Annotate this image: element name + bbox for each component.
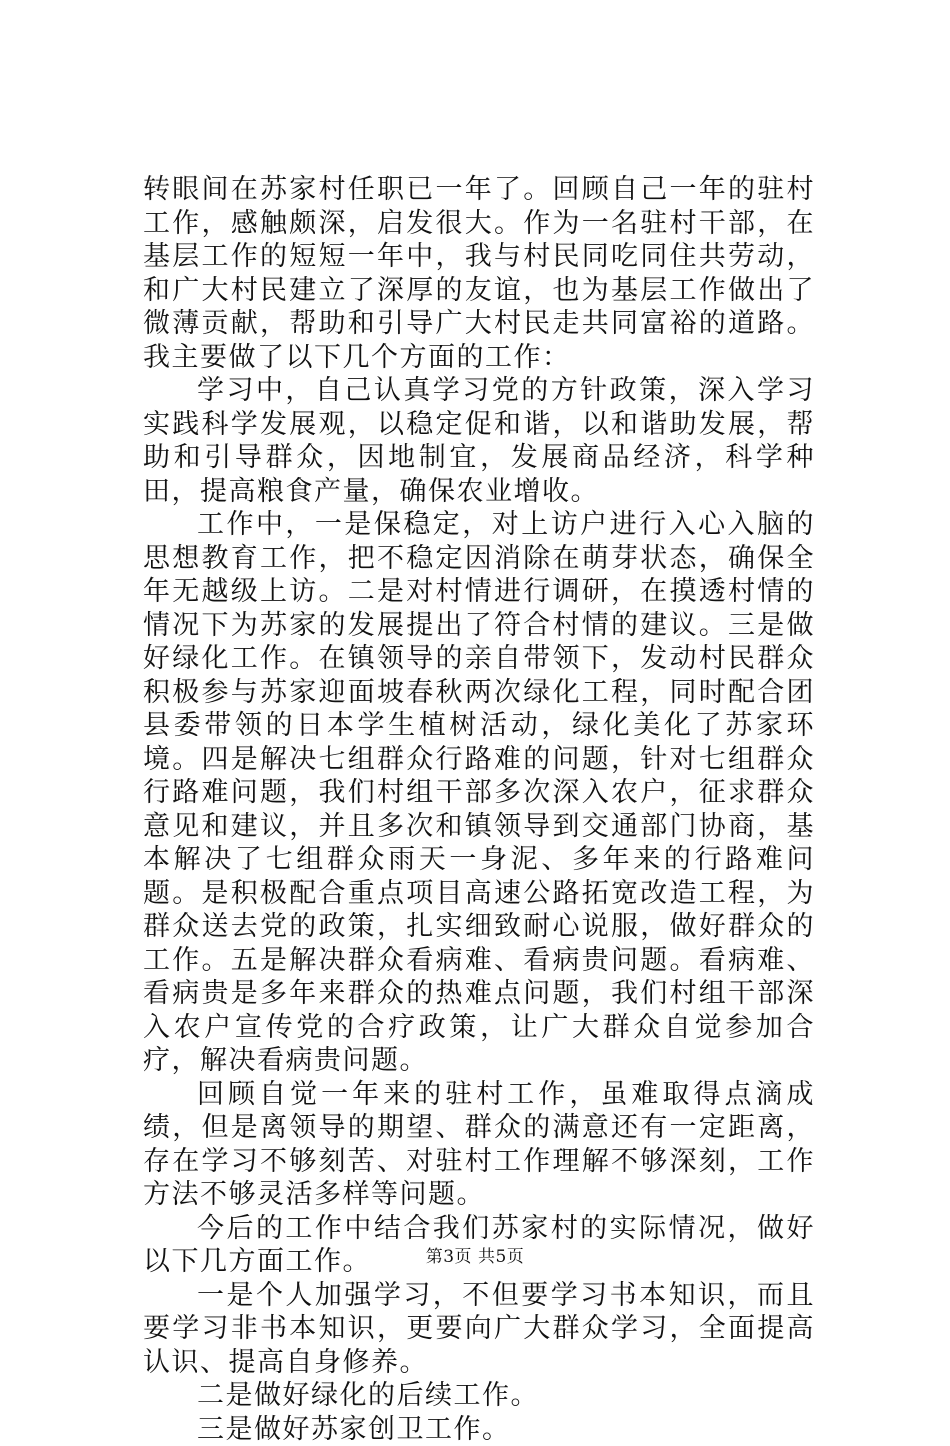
paragraph-intro: 转眼间在苏家村任职已一年了。回顾自己一年的驻村工作，感触颇深，启发很大。作为一名驻村干部，在基层工作的短短一年中，我与村民同吃同住共劳动，和广大村民建立了深厚的友谊，也为基层工作做出了微薄贡献，帮助和引导广大村民走共同富裕的道路。我主要做了以下几个方面的工作： <box>143 173 815 374</box>
paragraph-work: 工作中，一是保稳定，对上访户进行入心入脑的思想教育工作，把不稳定因消除在萌芽状态，确保全年无越级上访。二是对村情进行调研，在摸透村情的情况下为苏家的发展提出了符合村情的建议。三是做好绿化工作。在镇领导的亲自带领下，发动村民群众积极参与苏家迎面坡春秋两次绿化工程，同时配合团县委带领的日本学生植树活动，绿化美化了苏家环境。四是解决七组群众行路难的问题，针对七组群众行路难问题，我们村组干部多次深入农户，征求群众意见和建议，并且多次和镇领导到交通部门协商，基本解决了七组群众雨天一身泥、多年来的行路难问题。是积极配合重点项目高速公路拓宽改造工程，为群众送去党的政策，扎实细致耐心说服，做好群众的工作。五是解决群众看病难、看病贵问题。看病难、看病贵是多年来群众的热难点问题，我们村组干部深入农户宣传党的合疗政策，让广大群众自觉参加合疗，解决看病贵问题。 <box>143 508 815 1078</box>
paragraph-plan-three: 三是做好苏家创卫工作。 <box>143 1413 815 1446</box>
page-number-footer: 第3页 共5页 <box>0 1242 950 1267</box>
paragraph-study: 学习中，自己认真学习党的方针政策，深入学习实践科学发展观，以稳定促和谐，以和谐助发展，帮助和引导群众，因地制宜，发展商品经济，科学种田，提高粮食产量，确保农业增收。 <box>143 374 815 508</box>
paragraph-future: 今后的工作中结合我们苏家村的实际情况，做好以下几方面工作。 <box>143 1212 815 1279</box>
paragraph-plan-one: 一是个人加强学习，不但要学习书本知识，而且要学习非书本知识，更要向广大群众学习，全面提高认识、提高自身修养。 <box>143 1279 815 1380</box>
paragraph-plan-two: 二是做好绿化的后续工作。 <box>143 1379 815 1413</box>
paragraph-review: 回顾自觉一年来的驻村工作，虽难取得点滴成绩，但是离领导的期望、群众的满意还有一定距离，存在学习不够刻苦、对驻村工作理解不够深刻，工作方法不够灵活多样等问题。 <box>143 1078 815 1212</box>
